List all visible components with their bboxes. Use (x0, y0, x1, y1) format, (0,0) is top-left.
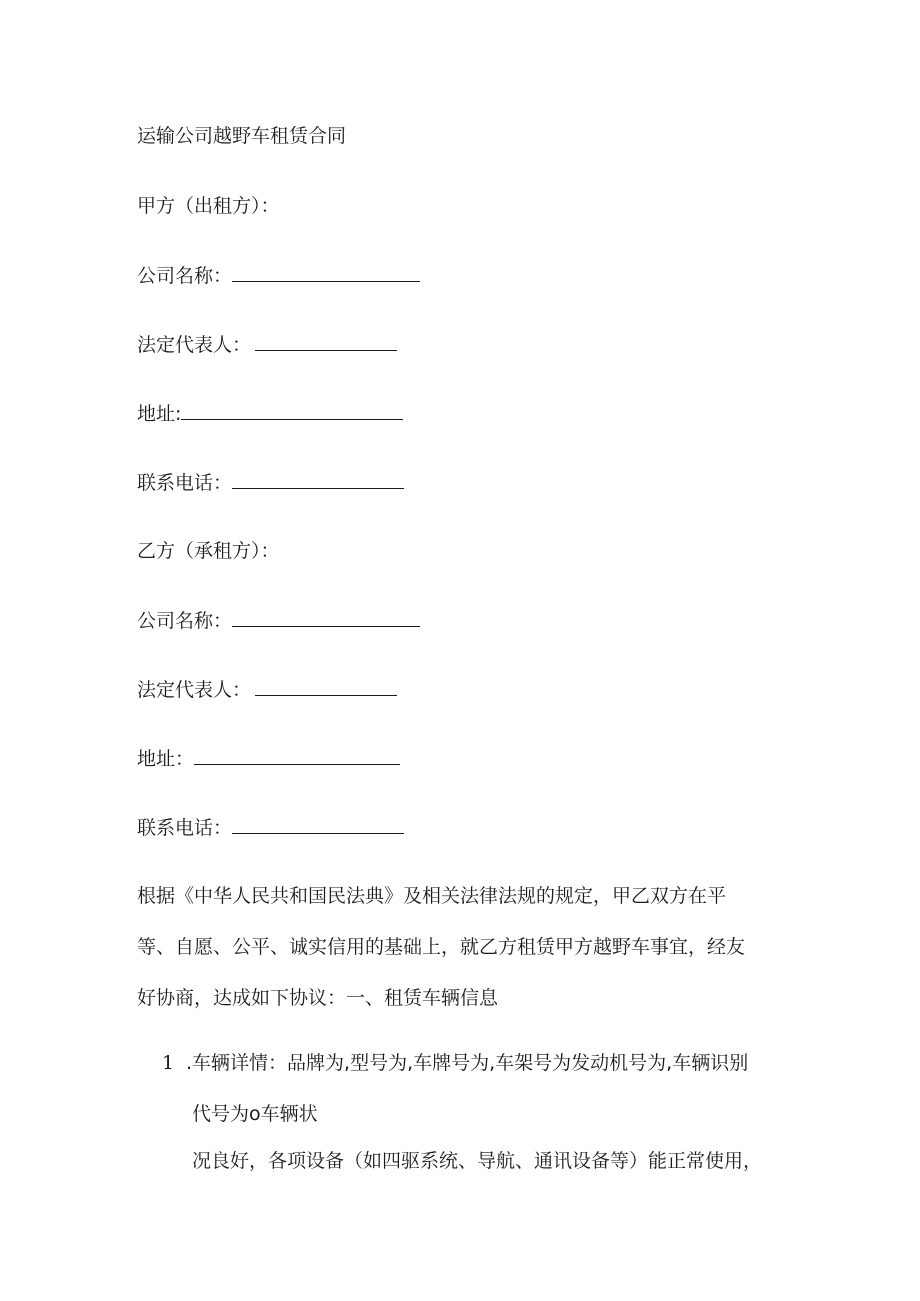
party-b-phone-blank[interactable] (232, 815, 404, 834)
clause-1-line-2: 代号为o车辆状 (192, 1103, 318, 1125)
party-b-rep-row (137, 677, 397, 702)
preamble-line-2: 等、自愿、公平、诚实信用的基础上，就乙方租赁甲方越野车事宜，经友 (137, 936, 746, 958)
party-a-phone-row (137, 470, 404, 495)
party-a-address-blank[interactable] (181, 401, 403, 420)
preamble-line-1: 根据《中华人民共和国民法典》及相关法律法规的规定，甲乙双方在平 (137, 885, 727, 907)
party-a-address-label: 地址: (137, 403, 182, 425)
party-b-rep-blank[interactable] (255, 677, 397, 696)
party-a-rep-blank[interactable] (255, 332, 397, 351)
party-a-phone-blank[interactable] (232, 470, 404, 489)
party-b-company-row (137, 608, 420, 633)
party-b-company-label: 公司名称： (137, 610, 233, 632)
party-a-phone-label: 联系电话： (137, 472, 233, 494)
party-a-company-row (137, 263, 420, 288)
party-a-rep-label: 法定代表人： (137, 334, 252, 356)
party-a-heading: 甲方（出租方）： (137, 195, 280, 217)
party-b-company-blank[interactable] (232, 608, 420, 627)
party-b-rep-label: 法定代表人： (137, 679, 252, 701)
clause-number: 1 (162, 1052, 175, 1074)
party-a-company-label: 公司名称： (137, 265, 233, 287)
party-b-phone-label: 联系电话： (137, 817, 233, 839)
party-b-address-label: 地址： (137, 748, 195, 770)
party-b-address-blank[interactable] (194, 746, 400, 765)
preamble-line-3: 好协商，达成如下协议：一、租赁车辆信息 (137, 987, 499, 1009)
clause-1-line-3: 况良好，各项设备（如四驱系统、导航、通讯设备等）能正常使用， (192, 1150, 763, 1172)
document-title: 运输公司越野车租赁合同 (137, 125, 347, 147)
party-a-company-blank[interactable] (232, 263, 420, 282)
party-b-phone-row (137, 815, 404, 840)
party-a-rep-row (137, 332, 397, 357)
party-a-address-row (137, 401, 403, 426)
party-b-address-row (137, 746, 400, 771)
clause-1-line-1: .车辆详情：品牌为,型号为,车牌号为,车架号为发动机号为,车辆识别 (186, 1052, 749, 1074)
party-b-heading: 乙方（承租方）： (137, 540, 280, 562)
